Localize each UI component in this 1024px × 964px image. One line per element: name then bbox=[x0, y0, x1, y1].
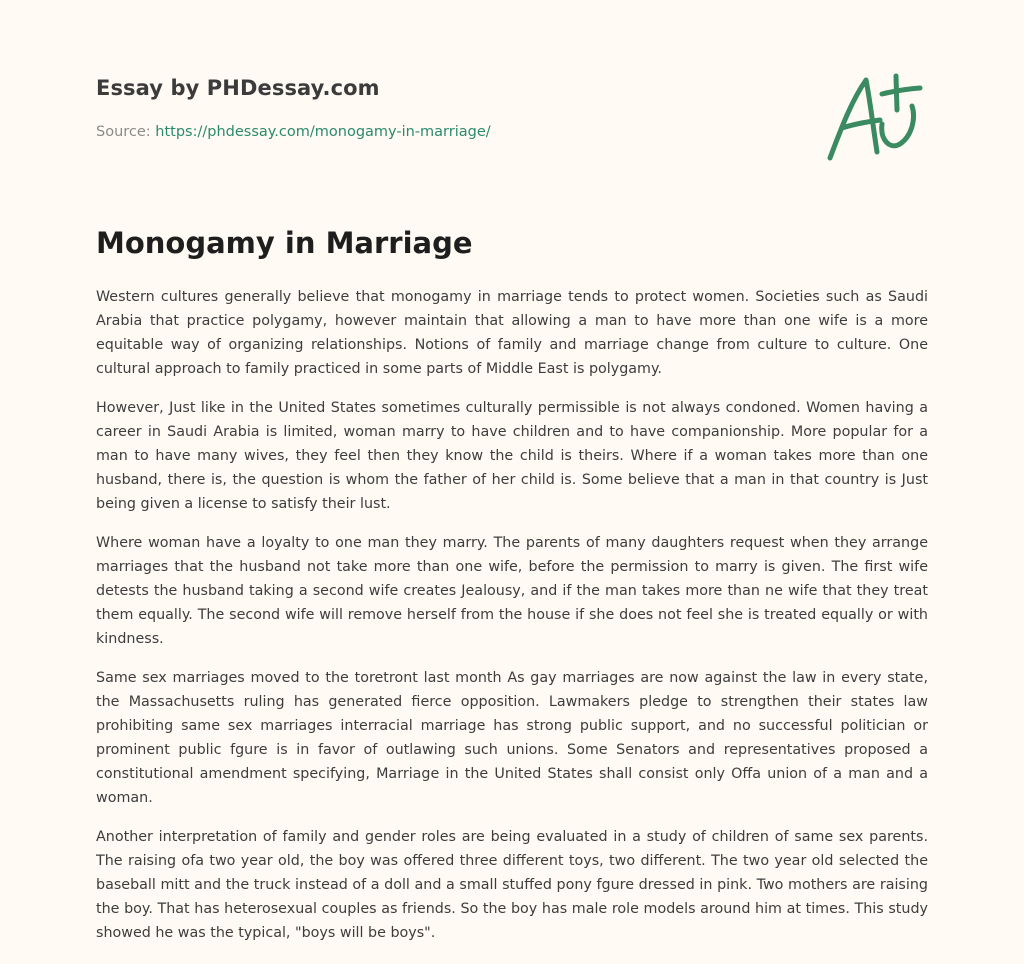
essay-paragraph-1: Western cultures generally believe that monogamy in marriage tends to protect women. Societies such as Saudi Arabia that practice polygamy, however maintain that allowing a man to have more than one wife is a more equitable way of organizing relationships. Notions of family and marriage change from culture to culture. One cultural approach to family practiced in some parts of Middle East is polygamy. bbox=[96, 289, 928, 377]
essay-paragraph-4: Same sex marriages moved to the toretront last month As gay marriages are now against the law in every state, the Massachusetts ruling has generated fierce opposition. Lawmakers pledge to strengthen their states law prohibiting same sex marriages interracial marriage has strong public support, and no successful politician or prominent public fgure is in favor of outlawing such unions. Some Senators and representatives proposed a constitutional amendment specifying, Marriage in the United States shall consist only Offa union of a man and a woman. bbox=[96, 670, 928, 806]
a-plus-logo-icon bbox=[820, 66, 930, 166]
essay-paragraph-5: Another interpretation of family and gender roles are being evaluated in a study of children of same sex parents. The raising ofa two year old, the boy was offered three different toys, two different. The two year old selected the baseball mitt and the truck instead of a doll and a small stuffed pony fgure dressed in pink. Two mothers are raising the boy. That has heterosexual couples as friends. So the boy has male role models around him at times. This study showed he was the typical, "boys will be boys". bbox=[96, 829, 928, 941]
source-label: Source: bbox=[96, 124, 151, 140]
source-link[interactable]: https://phdessay.com/monogamy-in-marriage/ bbox=[155, 124, 491, 140]
site-title: Essay by PHDessay.com bbox=[96, 76, 380, 100]
source-line bbox=[96, 124, 491, 140]
essay-body bbox=[96, 285, 928, 960]
essay-paragraph-3: Where woman have a loyalty to one man they marry. The parents of many daughters request when they arrange marriages that the husband not take more than one wife, before the permission to marry is given. The first wife detests the husband taking a second wife creates Jealousy, and if the man takes more than ne wife that they treat them equally. The second wife will remove herself from the house if she does not feel she is treated equally or with kindness. bbox=[96, 535, 928, 647]
essay-title: Monogamy in Marriage bbox=[96, 226, 473, 260]
essay-paragraph-2: However, Just like in the United States sometimes culturally permissible is not always condoned. Women having a career in Saudi Arabia is limited, woman marry to have children and to have companionship. More popular for a man to have many wives, they feel then they know the child is theirs. Where if a woman takes more than one husband, there is, the question is whom the father of her child is. Some believe that a man in that country is Just being given a license to satisfy their lust. bbox=[96, 400, 928, 512]
